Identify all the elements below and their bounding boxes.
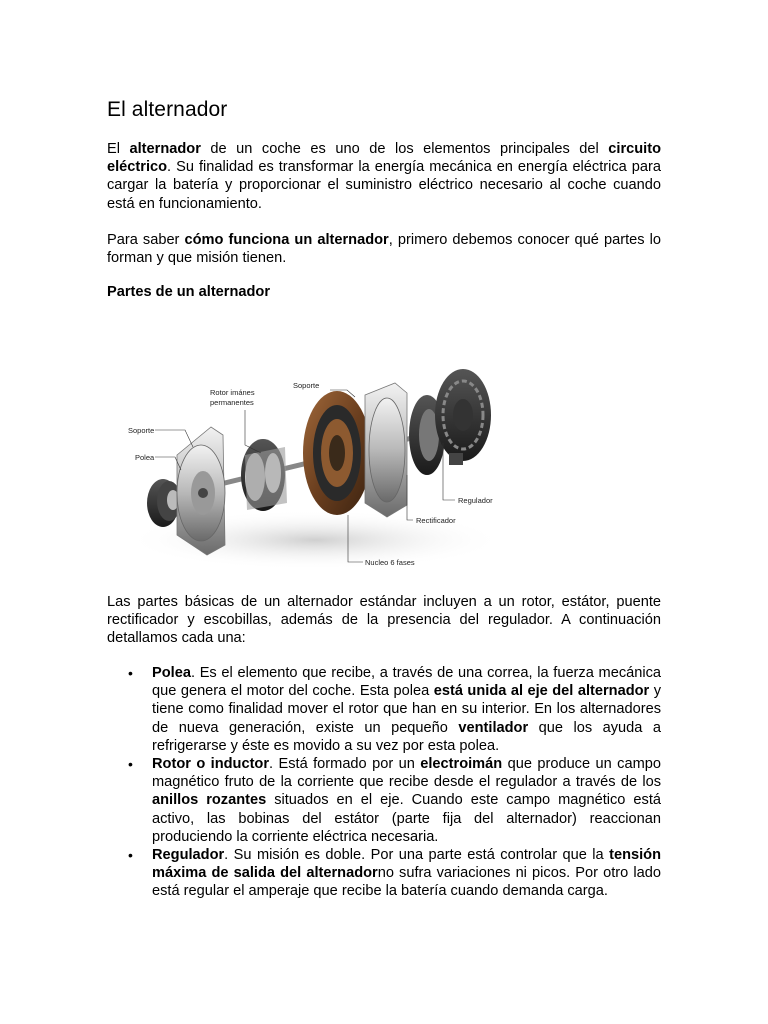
bold-term: Polea [152, 665, 191, 681]
page-title: El alternador [107, 98, 228, 121]
list-item-rotor [107, 755, 661, 846]
bold-term: Rotor o inductor [152, 756, 270, 773]
bullet-symbol: • [128, 756, 133, 773]
rear-support-part [365, 383, 407, 517]
label-soporte-left: Soporte [128, 426, 155, 435]
front-support-part [177, 427, 225, 555]
list-item-regulador [107, 846, 661, 901]
label-soporte-top: Soporte [293, 381, 320, 390]
label-polea: Polea [135, 453, 155, 462]
intro2-text: Para saber [107, 232, 185, 248]
item-text: no sufra variaciones ni picos. Por otro lado está regular el amperaje que recibe la batería cuando demanda carga. [152, 865, 661, 900]
bold-term: ventilador [458, 719, 529, 736]
label-nucleo: Nucleo 6 fases [365, 558, 415, 567]
label-regulador: Regulador [458, 496, 493, 505]
bold-term: está unida al eje del alternador [433, 683, 650, 700]
stator-core-part [303, 391, 371, 515]
intro2-bold: cómo funciona un alternador [184, 232, 389, 248]
item-text: y tiene como finalidad mover el rotor que han en su interior. En los alternadores de nueva generación, existe un pequeño [152, 683, 661, 736]
item-text: . Su misión es doble. Por una parte está controlar que la [224, 847, 610, 864]
intro2-paragraph [107, 231, 661, 267]
parts-list [107, 664, 661, 901]
list-item-polea [107, 664, 661, 755]
rotor-part [241, 439, 287, 511]
intro-text: de un coche es uno de los elementos principales del [200, 141, 609, 157]
intro-text: . Su finalidad es transformar la energía mecánica en energía eléctrica para cargar la batería y proporcionar el suministro eléctrico necesario al coche cuando está en funcionamiento. [107, 159, 661, 212]
intro-bold-circuito: circuito eléctrico [107, 141, 662, 176]
intro2-text: , primero debemos conocer qué partes lo forman y que misión tienen. [107, 232, 661, 267]
label-rectificador: Rectificador [416, 516, 456, 525]
section-heading: Partes de un alternador [107, 284, 271, 300]
bullet-symbol: • [128, 665, 133, 681]
bold-term: anillos rozantes [152, 792, 267, 809]
bold-term: electroimán [420, 756, 503, 773]
bold-term: tensión máxima de salida del alternador [152, 847, 661, 882]
item-text: . Está formado por un [269, 756, 421, 773]
intro-text: El [107, 141, 130, 157]
label-rotor-line2: permanentes [210, 398, 254, 407]
item-text: que los ayuda a refrigerarse y éste es movido a su vez por esta polea. [152, 719, 661, 754]
intro-paragraph [107, 140, 661, 213]
item-text: . Es el elemento que recibe, a través de una correa, la fuerza mecánica que genera el motor del coche. Esta polea [152, 665, 661, 700]
parts-intro-paragraph: Las partes básicas de un alternador estándar incluyen a un rotor, estátor, puente rectificador y escobillas, además de la presencia del regulador. A continuación detallamos cada una: [107, 594, 661, 647]
label-rotor: Rotor imánes [210, 388, 255, 397]
bullet-symbol: • [128, 847, 133, 864]
intro-bold-alternador: alternador [129, 141, 201, 157]
item-text: que produce un campo magnético fruto de la corriente que recibe desde el regulador a través de los [152, 756, 661, 791]
bold-term: Regulador [152, 847, 225, 864]
item-text: situados en el eje. Cuando este campo magnético está activo, las bobinas del estátor (parte fija del alternador) reaccionan produciendo la corriente eléctrica necesaria. [152, 792, 661, 845]
alternator-exploded-diagram [115, 335, 515, 575]
